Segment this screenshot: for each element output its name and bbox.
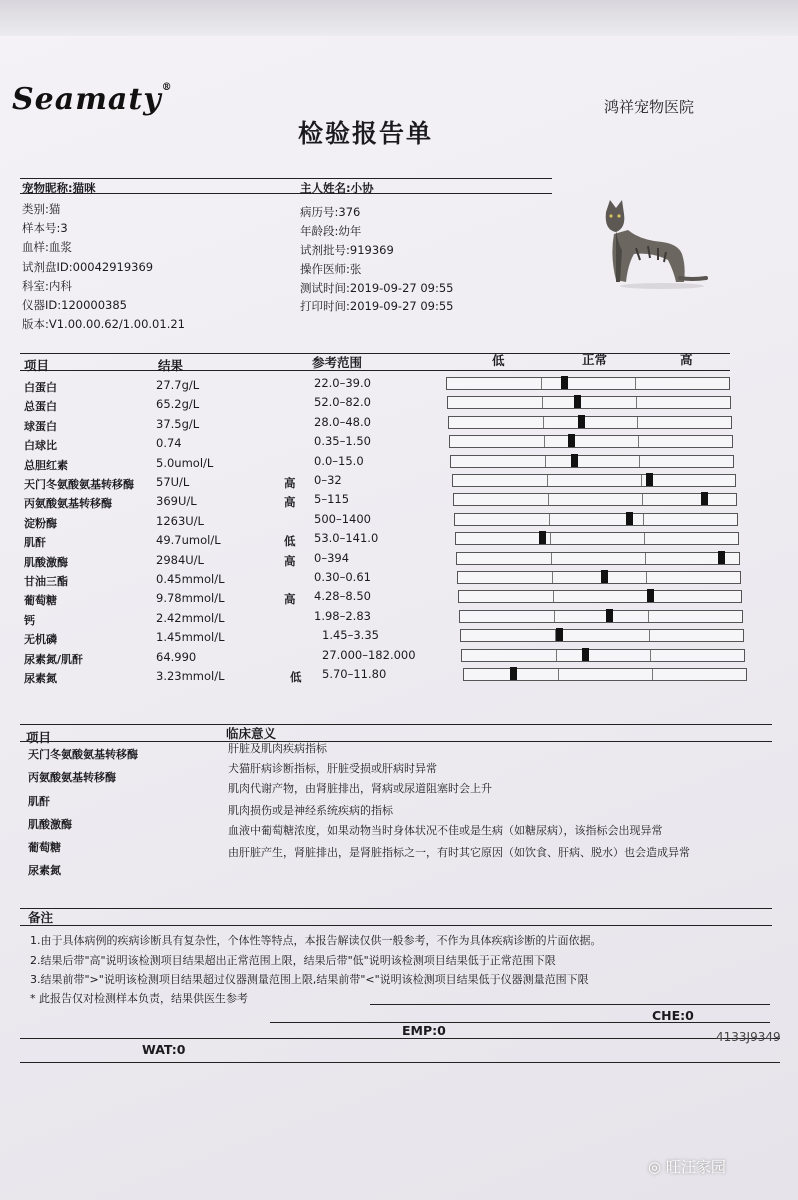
result-marker [556,628,563,641]
print-time: 打印时间:2019-09-27 09:55 [300,299,454,313]
bar-divider [637,417,638,428]
operator: 操作医师:张 [300,262,362,276]
serial-number: 4133J9349 [716,1030,781,1044]
owner-name: 主人姓名:小协 [300,181,374,195]
result-bar [455,532,739,545]
result-value: 1263U/L [156,513,204,528]
result-flag: 低 [284,534,296,549]
divider [20,925,772,926]
bar-divider [648,611,649,622]
divider [20,178,552,179]
sample-number: 样本号:3 [22,221,68,235]
paper-fold [0,0,798,36]
bar-divider [644,533,645,544]
hospital-name: 鸿祥宠物医院 [604,98,695,116]
clinical-meaning: 肌肉损伤或是神经系统疾病的指标 [228,804,393,817]
result-bar [452,474,736,487]
col-result: 结果 [158,358,184,373]
result-marker [582,648,589,661]
remark-line: * 此报告仅对检测样本负责，结果供医生参考 [30,992,248,1005]
result-marker [568,434,575,447]
bar-divider [639,456,640,467]
reagent-disc-id: 试剂盘ID:00042919369 [22,260,154,274]
result-name: 尿素氮/肌酐 [24,652,84,666]
result-value: 2.42mmol/L [156,610,225,625]
result-range: 0.0–15.0 [314,453,364,468]
divider [20,370,730,371]
result-name: 球蛋白 [24,419,57,433]
clinical-col-item: 项目 [26,730,52,745]
record-number: 病历号:376 [300,205,361,219]
col-item: 项目 [24,358,50,373]
bar-divider [646,572,647,583]
bar-divider [636,397,637,408]
bar-divider [645,553,646,564]
result-value: 65.2g/L [156,397,200,412]
watermark-text: 旺汪家园 [665,1158,726,1176]
divider [20,193,552,194]
result-value: 1.45mmol/L [156,630,225,645]
result-marker [561,376,568,389]
result-bar [453,493,737,506]
bar-divider [548,494,549,505]
bar-divider [556,650,557,661]
bar-divider [643,514,644,525]
bar-divider [542,397,543,408]
result-bar [450,455,734,468]
result-range: 0.35–1.50 [314,434,371,449]
result-marker [606,609,613,622]
bar-divider [635,378,636,389]
result-marker [647,589,654,602]
remark-line: 3.结果前带">"说明该检测项目结果超过仪器测量范围上限,结果前带"<"说明该检测项目结果低于仪器测量范围下限 [30,973,589,986]
bar-divider [547,475,548,486]
wechat-icon: ◎ [648,1158,666,1176]
bar-divider [549,514,550,525]
result-value: 49.7umol/L [156,533,221,548]
divider [370,1004,770,1005]
bar-divider [543,417,544,428]
clinical-meaning: 由肝脏产生，肾脏排出，是肾脏指标之一，有时其它原因（如饮食、肝病、脱水）也会造成异常 [228,846,690,859]
result-name: 钙 [24,613,35,627]
bar-divider [558,669,559,680]
reagent-lot: 试剂批号:919369 [300,243,394,257]
result-bar [463,668,747,681]
result-range: 22.0–39.0 [314,376,371,390]
result-marker [701,492,708,505]
result-range: 4.28–8.50 [314,589,371,604]
result-marker [718,551,725,564]
divider [20,1038,780,1039]
bar-divider [638,436,639,447]
result-range: 1.98–2.83 [314,608,371,623]
result-range: 0–394 [314,550,350,565]
result-name: 无机磷 [24,633,57,647]
clinical-col-meaning: 临床意义 [226,726,277,741]
clinical-item: 葡萄糖 [28,841,61,854]
result-name: 肌酐 [24,536,46,550]
clinical-meaning: 肝脏及肌肉疾病指标 [228,742,327,755]
department: 科室:内科 [22,279,72,293]
result-range: 5.70–11.80 [322,667,387,681]
result-marker [574,395,581,408]
bar-divider [554,611,555,622]
bar-divider [652,669,653,680]
result-marker [626,512,633,525]
result-value: 27.7g/L [156,378,200,392]
result-name: 天门冬氨酸氨基转移酶 [24,478,134,491]
result-value: 9.78mmol/L [156,591,225,606]
divider [270,1022,770,1023]
result-bar [458,590,742,603]
bar-divider [544,436,545,447]
result-range: 500–1400 [314,511,371,526]
clinical-item: 肌酐 [28,795,50,808]
result-name: 丙氨酸氨基转移酶 [24,497,112,511]
result-bar [460,629,744,642]
result-value: 57U/L [156,475,190,489]
result-bar [459,610,743,623]
clinical-item: 天门冬氨酸氨基转移酶 [28,748,138,761]
instrument-id: 仪器ID:120000385 [22,298,127,312]
result-marker [510,667,517,680]
result-range: 0–32 [314,473,342,487]
result-name: 白蛋白 [24,381,57,394]
result-name: 总蛋白 [24,400,57,414]
bar-divider [642,494,643,505]
result-range: 5–115 [314,492,350,507]
result-value: 0.45mmol/L [156,572,225,586]
remarks-header: 备注 [28,910,54,925]
result-value: 37.5g/L [156,416,200,431]
bar-divider [641,475,642,486]
result-value: 3.23mmol/L [156,669,225,683]
result-value: 0.74 [156,436,182,451]
result-marker [539,531,546,544]
clinical-item: 丙氨酸氨基转移酶 [28,771,116,784]
page-title: 检验报告单 [298,119,434,148]
divider [20,908,772,909]
divider [20,1062,780,1063]
brand-reg: ® [161,82,173,93]
result-name: 白球比 [24,439,57,453]
divider [20,724,772,725]
result-name: 肌酸激酶 [24,555,68,569]
col-low: 低 [492,353,505,368]
result-range: 52.0–82.0 [314,395,371,410]
pet-name: 宠物昵称:猫咪 [22,181,96,195]
che-value: CHE:0 [652,1008,694,1023]
result-range: 1.45–3.35 [322,628,379,643]
result-bar [448,416,732,429]
remark-line: 1.由于具体病例的疾病诊断具有复杂性，个体性等特点，本报告解读仅供一般参考，不作为具体疾病诊断的片面依据。 [30,934,602,947]
bar-divider [552,572,553,583]
clinical-item: 肌酸激酶 [28,818,72,831]
clinical-meaning: 犬猫肝病诊断指标，肝脏受损或肝病时异常 [228,762,437,775]
pet-category: 类别:猫 [22,202,61,216]
result-name: 尿素氮 [24,672,57,685]
test-time: 测试时间:2019-09-27 09:55 [300,281,454,295]
bar-divider [550,533,551,544]
wat-value: WAT:0 [142,1042,186,1057]
result-bar [447,396,731,409]
result-bar [457,571,741,584]
result-marker [601,570,608,583]
result-value: 369U/L [156,494,197,509]
result-flag: 高 [284,553,296,568]
col-normal: 正常 [582,352,608,367]
result-bar [456,552,740,565]
brand-name: Seamaty [12,82,162,117]
result-flag: 低 [290,670,302,684]
bar-divider [545,456,546,467]
result-value: 64.990 [156,649,197,664]
result-name: 总胆红素 [24,458,68,472]
clinical-meaning: 血液中葡萄糖浓度，如果动物当时身体状况不佳或是生病（如糖尿病），该指标会出现异常 [228,824,663,837]
result-name: 葡萄糖 [24,594,57,608]
result-bar [454,513,738,526]
age-group: 年龄段:幼年 [300,224,362,238]
result-value: 5.0umol/L [156,455,214,470]
clinical-item: 尿素氮 [28,864,61,877]
divider [20,741,772,742]
result-bar [461,649,745,662]
result-name: 甘油三酯 [24,575,68,588]
version: 版本:V1.00.00.62/1.00.01.21 [22,317,185,331]
watermark [648,1156,726,1177]
bar-divider [541,378,542,389]
result-marker [646,473,653,486]
result-flag: 高 [284,592,296,607]
clinical-meaning: 肌肉代谢产物，由肾脏排出，肾病或尿道阻塞时会上升 [228,782,492,795]
col-range: 参考范围 [312,355,363,370]
divider [20,353,730,354]
emp-value: EMP:0 [402,1023,446,1038]
result-bar [449,435,733,448]
cat-photo [592,194,708,290]
result-value: 2984U/L [156,552,204,567]
remark-line: 2.结果后带"高"说明该检测项目结果超出正常范围上限，结果后带"低"说明该检测项目结果低于正常范围下限 [30,954,556,967]
result-range: 28.0–48.0 [314,414,371,429]
bar-divider [551,553,552,564]
result-range: 0.30–0.61 [314,570,371,584]
bar-divider [649,630,650,641]
result-name: 淀粉酶 [24,516,57,530]
result-flag: 高 [284,495,296,510]
col-high: 高 [680,352,693,367]
result-range: 53.0–141.0 [314,531,379,546]
result-flag: 高 [284,476,296,490]
result-range: 27.000–182.000 [322,647,416,662]
brand-logo [12,82,173,117]
result-bar [446,377,730,390]
result-marker [578,415,585,428]
bar-divider [553,591,554,602]
bar-divider [650,650,651,661]
blood-sample: 血样:血浆 [22,240,72,254]
result-marker [571,454,578,467]
